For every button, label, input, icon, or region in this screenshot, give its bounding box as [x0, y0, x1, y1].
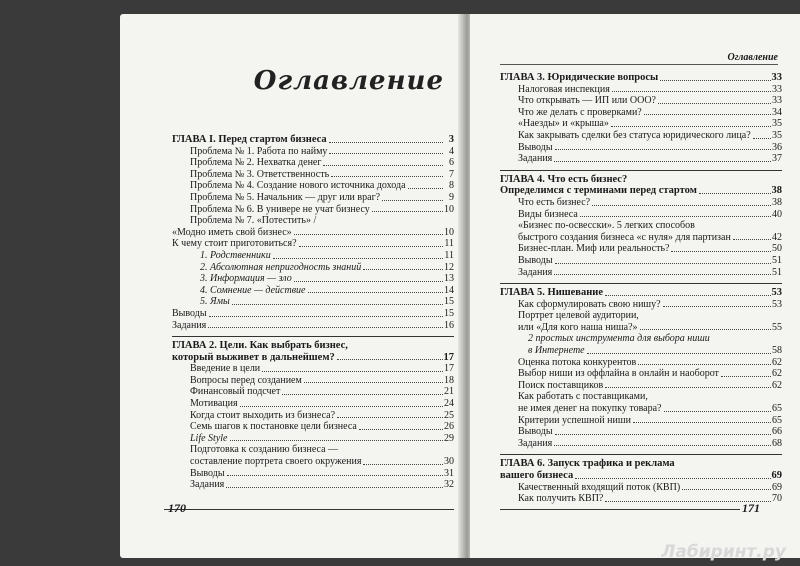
toc-page-number: 16 [444, 319, 454, 331]
toc-entry-title: Как закрывать сделки без статуса юридического лица? [518, 129, 751, 141]
toc-entry-title: ГЛАВА 6. Запуск трафика и реклама [500, 458, 675, 470]
toc-entry [172, 204, 454, 216]
toc-page-number: 40 [772, 208, 782, 220]
dot-leader [299, 246, 443, 247]
dot-leader [699, 193, 771, 194]
toc-entry-title: Семь шагов к постановке цели бизнеса [190, 421, 357, 433]
toc-page-number: 8 [449, 180, 454, 192]
toc-entry-title: Мотивация [190, 398, 238, 410]
dot-leader [323, 165, 443, 166]
toc-entry-title: Выводы [518, 426, 553, 438]
toc-entry-title: ГЛАВА 3. Юридические вопросы [500, 72, 659, 83]
toc-page-number: 30 [444, 456, 454, 468]
toc-entry [500, 322, 782, 334]
toc-entry-title: Проблема № 6. В универе не учат бизнесу [190, 203, 370, 215]
toc-chapter-entry [500, 470, 782, 482]
toc-entry-title: Портрет целевой аудитории, [518, 310, 639, 322]
toc-entry [500, 299, 782, 311]
toc-page-number: 7 [449, 168, 454, 180]
toc-page-number: 13 [444, 273, 454, 285]
page-number: 170 [168, 501, 186, 515]
dot-leader [329, 153, 443, 154]
toc-entry [172, 192, 454, 204]
right-page [470, 14, 800, 558]
running-header: Оглавление [727, 52, 778, 63]
toc-entry [500, 243, 782, 255]
toc-page-number: 26 [444, 421, 454, 433]
toc-entry [500, 142, 782, 154]
toc-page-number: 69 [772, 481, 782, 493]
toc-entry-title: составление портрета своего окружения [190, 456, 362, 468]
toc-entry-title: Как получить КВП? [518, 493, 604, 505]
toc-entry-title: вашего бизнеса [500, 470, 574, 481]
toc-entry-title: Life Style [190, 432, 228, 444]
toc-entry-title: Введение в цели [190, 363, 261, 375]
dot-leader [240, 406, 443, 407]
toc-page-number: 10 [444, 226, 454, 238]
dot-leader [640, 329, 771, 330]
toc-entry-title: «Бизнес по-освесски». 5 легких способов [518, 220, 695, 232]
toc-entry-title: Бизнес-план. Миф или реальность? [518, 243, 670, 255]
toc-entry-title: или «Для кого наша ниша?» [518, 321, 638, 333]
dot-leader [587, 353, 771, 354]
toc-chapter-entry [500, 185, 782, 197]
toc-page-number: 14 [444, 284, 454, 296]
toc-entry [172, 227, 454, 239]
section-divider [500, 454, 782, 455]
dot-leader [382, 200, 443, 201]
toc-chapter-entry [500, 174, 782, 186]
dot-leader [232, 304, 443, 305]
toc-page-number: 3 [448, 134, 454, 145]
toc-entry [500, 95, 782, 107]
toc-entry [172, 398, 454, 410]
toc-entry [172, 444, 454, 456]
toc-entry-title: Выводы [518, 254, 553, 266]
toc-entry [172, 320, 454, 332]
dot-leader [638, 364, 771, 365]
toc-entry [172, 421, 454, 433]
toc-entry-title: «Модно иметь свой бизнес» [172, 226, 292, 238]
section-divider [500, 283, 782, 284]
toc-entry [500, 118, 782, 130]
toc-page-number: 50 [772, 243, 782, 255]
toc-entry-title: ГЛАВА 4. Что есть бизнес? [500, 173, 628, 185]
dot-leader [294, 281, 443, 282]
toc-entry-title: Проблема № 1. Работа по найму [190, 145, 328, 157]
toc-page-number: 53 [772, 298, 782, 310]
dot-leader [226, 487, 443, 488]
toc-page-number: 11 [444, 238, 454, 250]
toc-entry-title: 4. Сомнение — действие [200, 284, 306, 296]
toc-page-number: 69 [771, 470, 782, 481]
toc-entry-title: Определимся с терминами перед стартом [500, 185, 697, 197]
toc-entry-title: Вопросы перед созданием [190, 374, 302, 386]
toc-entry-title: Проблема № 3. Ответственность [190, 168, 330, 180]
toc-entry-title: К чему стоит приготовиться? [172, 238, 297, 250]
toc-page-number: 51 [772, 254, 782, 266]
toc-entry [500, 107, 782, 119]
dot-leader [359, 429, 443, 430]
toc-entry [500, 391, 782, 403]
toc-page-number: 66 [772, 426, 782, 438]
dot-leader [331, 176, 443, 177]
toc-entry [500, 403, 782, 415]
dot-leader [230, 440, 444, 441]
dot-leader [592, 205, 771, 206]
toc-entry-title: 1. Родственники [200, 249, 271, 261]
toc-entry-title: Что же делать с проверками? [518, 106, 642, 118]
toc-entry [172, 250, 454, 262]
toc-entry [172, 180, 454, 192]
toc-entry-title: Налоговая инспекция [518, 83, 610, 95]
toc-entry [172, 468, 454, 480]
toc-page-number: 33 [772, 95, 782, 107]
toc-page-number: 55 [772, 321, 782, 333]
toc-page-number: 24 [444, 398, 454, 410]
dot-leader [580, 216, 771, 217]
toc-right [500, 72, 782, 505]
toc-chapter-entry [172, 352, 454, 364]
toc-entry [500, 197, 782, 209]
toc-entry-title: ГЛАВА 2. Цели. Как выбрать бизнес, [172, 340, 348, 352]
toc-entry [172, 262, 454, 274]
toc-page-number: 36 [772, 141, 782, 153]
folio-rule [164, 509, 454, 510]
dot-leader [363, 464, 443, 465]
dot-leader [554, 445, 771, 446]
toc-entry [500, 130, 782, 142]
section-divider [172, 336, 454, 337]
toc-entry-title: 5. Ямы [200, 296, 230, 308]
toc-page-number: 17 [444, 363, 454, 375]
dot-leader [671, 251, 771, 252]
toc-entry-title: Когда стоит выходить из бизнеса? [190, 409, 336, 421]
toc-page-number: 68 [772, 437, 782, 449]
toc-page-number: 25 [444, 409, 454, 421]
toc-page-number: 12 [444, 261, 454, 273]
toc-entry [500, 493, 782, 505]
toc-entry [500, 220, 782, 232]
toc-chapter-entry [500, 72, 782, 84]
dot-leader [408, 188, 443, 189]
toc-entry [172, 273, 454, 285]
toc-entry [500, 333, 782, 345]
toc-page-number: 4 [449, 145, 454, 157]
toc-page-number: 15 [444, 307, 454, 319]
toc-chapter-entry [500, 287, 782, 299]
dot-leader [682, 489, 771, 490]
toc-page-number: 29 [444, 432, 454, 444]
dot-leader [304, 382, 443, 383]
toc-entry [500, 209, 782, 221]
dot-leader [555, 149, 771, 150]
toc-entry-title: Проблема № 2. Нехватка денег [190, 157, 322, 169]
toc-page-number: 42 [772, 231, 782, 243]
toc-entry-title: Задания [518, 153, 553, 165]
dot-leader [294, 234, 443, 235]
toc-entry-title: Проблема № 4. Создание нового источника дохода [190, 180, 406, 192]
toc-entry [172, 215, 454, 227]
toc-entry [172, 169, 454, 181]
toc-entry [500, 310, 782, 322]
dot-leader [555, 263, 771, 264]
toc-entry [172, 456, 454, 468]
toc-entry-title: Проблема № 7. «Потестить» / [190, 215, 317, 227]
toc-entry-title: Что открывать — ИП или ООО? [518, 95, 656, 107]
dot-leader [633, 422, 771, 423]
section-divider [500, 170, 782, 171]
toc-page-number: 21 [444, 386, 454, 398]
toc-page-number: 10 [444, 203, 454, 215]
toc-entry-title: Задания [172, 319, 207, 331]
toc-entry [500, 267, 782, 279]
toc-entry-title: Как сформулировать свою нишу? [518, 298, 661, 310]
toc-entry-title: Выводы [190, 467, 225, 479]
toc-page-number: 65 [772, 403, 782, 415]
toc-entry [500, 357, 782, 369]
dot-leader [658, 103, 771, 104]
toc-entry [172, 410, 454, 422]
toc-entry-title: Оценка потока конкурентов [518, 356, 637, 368]
toc-entry [500, 415, 782, 427]
toc-entry-title: Выбор ниши из оффлайна в онлайн и наоборот [518, 368, 719, 380]
dot-leader [372, 211, 443, 212]
toc-page-number: 62 [772, 356, 782, 368]
dot-leader [575, 478, 770, 479]
toc-entry [500, 84, 782, 96]
toc-entry-title: Выводы [172, 307, 207, 319]
toc-entry-title: 2 простых инструмента для выбора ниши [528, 333, 710, 345]
toc-entry-title: в Интернете [528, 345, 585, 357]
toc-entry-title: Выводы [518, 141, 553, 153]
toc-page-number: 35 [772, 118, 782, 130]
toc-chapter-entry [172, 340, 454, 352]
dot-leader [337, 417, 443, 418]
toc-page-number: 51 [772, 266, 782, 278]
dot-leader [363, 269, 443, 270]
dot-leader [644, 114, 771, 115]
toc-entry [172, 386, 454, 398]
toc-page-number: 38 [772, 196, 782, 208]
toc-entry-title: Задания [190, 479, 225, 491]
dot-leader [753, 138, 771, 139]
toc-entry-title: Критерии успешной ниши [518, 414, 631, 426]
toc-entry-title: Финансовый подсчет [190, 386, 281, 398]
dot-leader [554, 161, 771, 162]
toc-page-number: 31 [444, 467, 454, 479]
toc-entry [172, 433, 454, 445]
dot-leader [733, 239, 771, 240]
toc-entry [500, 345, 782, 357]
toc-page-number: 62 [772, 368, 782, 380]
toc-page-number: 32 [444, 479, 454, 491]
dot-leader [208, 327, 443, 328]
dot-leader [227, 475, 443, 476]
dot-leader [605, 295, 771, 296]
toc-chapter-entry [172, 134, 454, 146]
dot-leader [664, 411, 772, 412]
page-number: 171 [742, 501, 760, 515]
toc-entry-title: который выживет в дальнейшем? [172, 351, 335, 363]
toc-page-number: 9 [449, 191, 454, 203]
folio-rule [500, 509, 740, 510]
toc-page-number: 58 [772, 345, 782, 357]
toc-entry [172, 285, 454, 297]
toc-page-number: 65 [772, 414, 782, 426]
dot-leader [262, 371, 443, 372]
toc-entry-title: Что есть бизнес? [518, 196, 591, 208]
toc-page-number: 11 [444, 249, 454, 261]
toc-entry-title: ГЛАВА 5. Нишевание [500, 287, 603, 299]
toc-entry-title: Проблема № 5. Начальник — друг или враг? [190, 191, 381, 203]
dot-leader [308, 292, 444, 293]
toc-page-number: 70 [772, 493, 782, 505]
toc-entry [172, 308, 454, 320]
dot-leader [337, 359, 443, 360]
toc-chapter-entry [500, 458, 782, 470]
toc-entry [172, 363, 454, 375]
toc-entry-title: не имея денег на покупку товара? [518, 403, 662, 415]
toc-entry [500, 255, 782, 267]
dot-leader [209, 316, 443, 317]
toc-page-number: 38 [771, 185, 782, 197]
toc-page-number: 35 [772, 129, 782, 141]
toc-entry [500, 426, 782, 438]
toc-entry-title: Поиск поставщиков [518, 379, 604, 391]
toc-entry-title: ГЛАВА I. Перед стартом бизнеса [172, 134, 327, 145]
dot-leader [555, 434, 771, 435]
toc-entry [172, 157, 454, 169]
dot-leader [329, 142, 443, 143]
toc-entry-title: 3. Информация — зло [200, 273, 292, 285]
toc-entry-title: быстрого создания бизнеса «с нуля» для партизан [518, 231, 731, 243]
dot-leader [721, 376, 771, 377]
page-title: Оглавление [253, 66, 444, 96]
toc-entry [172, 296, 454, 308]
toc-entry-title: 2. Абсолютная непригодность знаний [200, 261, 362, 273]
toc-page-number: 15 [444, 296, 454, 308]
dot-leader [663, 306, 771, 307]
toc-page-number: 33 [772, 83, 782, 95]
toc-entry-title: Подготовка к созданию бизнеса — [190, 444, 339, 456]
toc-entry [172, 375, 454, 387]
toc-entry-title: Задания [518, 266, 553, 278]
left-page [120, 14, 464, 558]
toc-page-number: 53 [771, 287, 782, 299]
watermark-logo: Лабиринт.ру [661, 542, 786, 562]
toc-entry [500, 232, 782, 244]
toc-entry [172, 479, 454, 491]
toc-entry-title: Качественный входящий поток (КВП) [518, 481, 681, 493]
toc-page-number: 17 [443, 351, 454, 363]
toc-entry-title: Виды бизнеса [518, 208, 578, 220]
dot-leader [605, 387, 771, 388]
dot-leader [282, 394, 443, 395]
toc-page-number: 33 [771, 72, 782, 83]
toc-left [172, 134, 454, 491]
toc-entry [500, 380, 782, 392]
toc-entry [172, 146, 454, 158]
toc-entry [500, 482, 782, 494]
toc-entry [172, 238, 454, 250]
toc-page-number: 62 [772, 379, 782, 391]
dot-leader [612, 91, 771, 92]
dot-leader [611, 126, 771, 127]
toc-entry-title: Как работать с поставщиками, [518, 391, 648, 403]
header-rule [500, 64, 778, 65]
dot-leader [554, 274, 771, 275]
toc-entry [500, 438, 782, 450]
toc-page-number: 18 [444, 374, 454, 386]
toc-entry-title: Задания [518, 437, 553, 449]
dot-leader [660, 80, 770, 81]
toc-page-number: 6 [449, 157, 454, 169]
toc-page-number: 37 [772, 153, 782, 165]
toc-entry [500, 153, 782, 165]
toc-entry-title: «Наезды» и «крыша» [518, 118, 609, 130]
toc-entry [500, 368, 782, 380]
toc-page-number: 34 [772, 106, 782, 118]
dot-leader [273, 258, 443, 259]
